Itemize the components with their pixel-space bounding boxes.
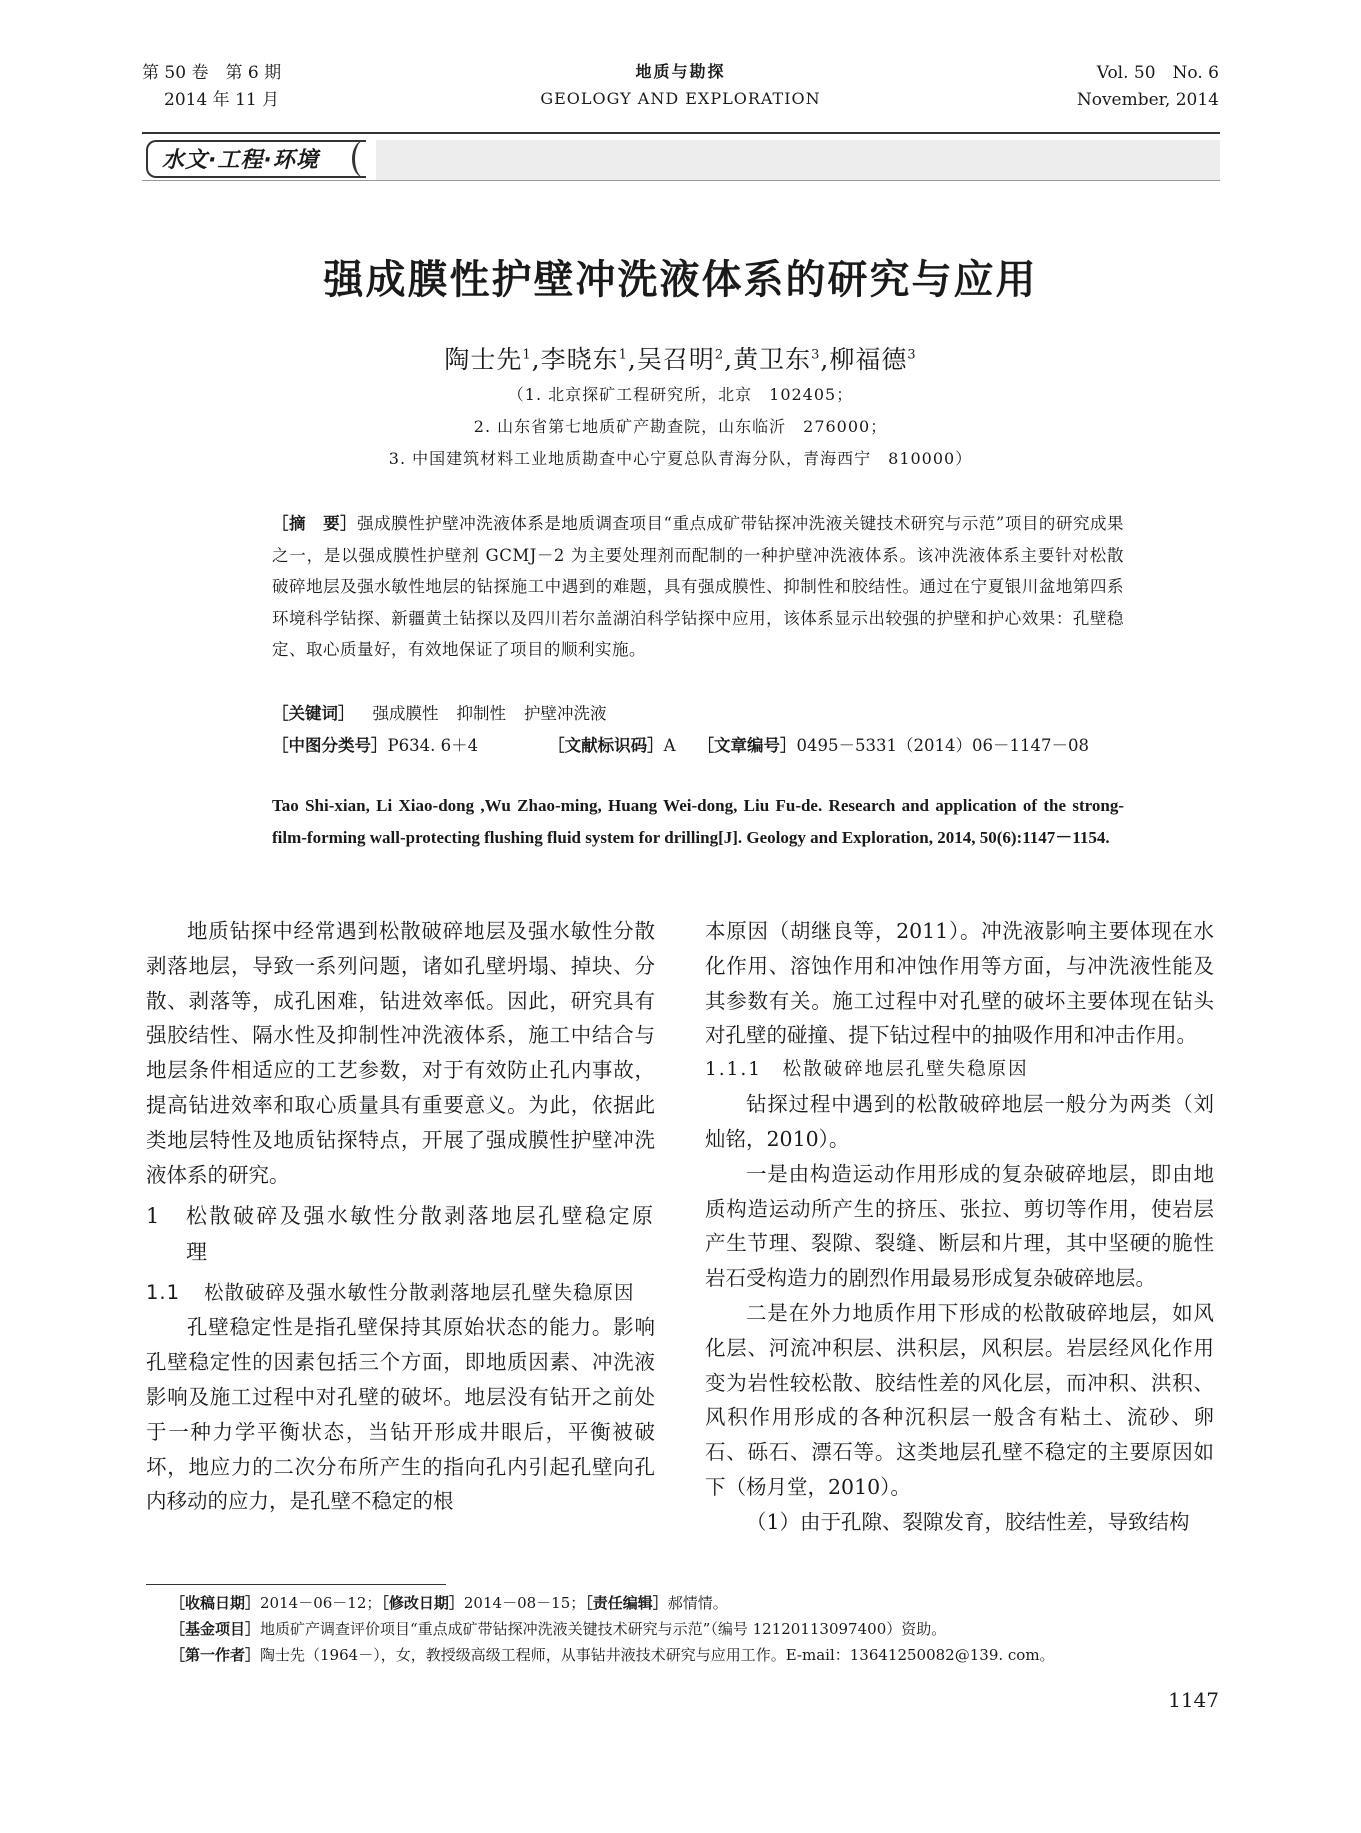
body-paragraph: （1）由于孔隙、裂隙发育，胶结性差，导致结构 bbox=[746, 1509, 1190, 1534]
english-citation: Tao Shi-xian, Li Xiao-dong ,Wu Zhao-ming, Huang Wei-dong, Liu Fu-de. Research and application of the strong-film-forming wall-protecting flushing fluid system for drilling[J]. Geology and Exploration, 2014, 50(6):1147－1154. bbox=[272, 796, 1124, 847]
classification bbox=[272, 730, 1132, 762]
author: 陶士先 bbox=[444, 345, 523, 374]
body-paragraph: 地质钻探中经常遇到松散破碎地层及强水敏性分散剥落地层，导致一系列问题，诸如孔壁坍塌、掉块、分散、剥落等，成孔困难，钻进效率低。因此，研究具有强胶结性、隔水性及抑制性冲洗液体系，施工中结合与地层条件相适应的工艺参数，对于有效防止孔内事故，提高钻进效率和取心质量具有重要意义。为此，依据此类地层特性及地质钻探特点，开展了强成膜性护壁冲洗液体系的研究。 bbox=[146, 919, 655, 1187]
body-paragraph: 孔壁稳定性是指孔壁保持其原始状态的能力。影响孔壁稳定性的因素包括三个方面，即地质因素、冲洗液影响及施工过程中对孔壁的破坏。地层没有钻开之前处于一种力学平衡状态，当钻开形成井眼后，平衡被破坏，地应力的二次分布所产生的指向孔内引起孔壁向孔内移动的应力，是孔壁不稳定的根 bbox=[146, 1315, 655, 1514]
abstract bbox=[272, 508, 1124, 666]
keyword: 抑制性 bbox=[456, 704, 506, 723]
footnote-dates bbox=[170, 1590, 1230, 1616]
body-paragraph: 二是在外力地质作用下形成的松散破碎地层，如风化层、河流冲积层、洪积层，风积层。岩层经风化作用变为岩性较松散、胶结性差的风化层，而冲积、洪积、风积作用形成的各种沉积层一般含有粘土、流砂、卵石、砾石、漂石等。这类地层孔壁不稳定的主要原因如下（杨月堂，2010）。 bbox=[705, 1300, 1214, 1499]
section-heading-1-1 bbox=[146, 1276, 655, 1310]
journal-title-en: GEOLOGY AND EXPLORATION bbox=[540, 89, 821, 108]
footnote-first-author bbox=[170, 1642, 1230, 1668]
author-affil-mark: 1 bbox=[522, 347, 532, 363]
keywords-label: ［关键词］ bbox=[272, 704, 355, 723]
affiliation: 2. 山东省第七地质矿产勘查院，山东临沂 276000； bbox=[473, 417, 888, 436]
article-id-value: 0495－5331（2014）06－1147－08 bbox=[796, 736, 1089, 755]
affiliation: （1. 北京探矿工程研究所，北京 102405； bbox=[507, 385, 854, 404]
section-tag-cap bbox=[352, 140, 377, 178]
clc-value: P634. 6＋4 bbox=[387, 736, 479, 755]
footnote-label: ［第一作者］ bbox=[170, 1646, 261, 1664]
author-affil-mark: 3 bbox=[811, 347, 821, 363]
author-affil-mark: 1 bbox=[618, 347, 628, 363]
keyword: 护壁冲洗液 bbox=[524, 704, 607, 723]
section-number: 1.1.1 bbox=[705, 1059, 763, 1081]
volume-issue: 第 50 卷 第 6 期 bbox=[142, 63, 282, 83]
section-title: 松散破碎及强水敏性分散剥落地层孔壁稳定原理 bbox=[186, 1204, 655, 1265]
article-id-label: ［文章编号］ bbox=[697, 736, 797, 755]
issue-date: 2014 年 11 月 bbox=[164, 90, 280, 110]
page-number: 1147 bbox=[1168, 1688, 1219, 1712]
keywords bbox=[272, 698, 1132, 730]
paper-title: 强成膜性护壁冲洗液体系的研究与应用 bbox=[323, 257, 1038, 303]
received-date: 2014－06－12； bbox=[260, 1594, 382, 1612]
section-band bbox=[376, 140, 1220, 180]
volume-issue-en: Vol. 50 No. 6 bbox=[1096, 63, 1219, 83]
section-number: 1.1 bbox=[146, 1281, 181, 1305]
revised-date: 2014－08－15； bbox=[463, 1594, 586, 1612]
footnote-label: ［基金项目］ bbox=[170, 1620, 261, 1638]
footnote-label: ［修改日期］ bbox=[381, 1594, 464, 1612]
issue-date-en: November, 2014 bbox=[1076, 90, 1219, 110]
footnote-label: ［责任编辑］ bbox=[585, 1594, 668, 1612]
section-title: 松散破碎及强水敏性分散剥落地层孔壁失稳原因 bbox=[204, 1281, 635, 1305]
abstract-label: ［摘 要］ bbox=[272, 514, 358, 533]
section-heading-1-1-1 bbox=[705, 1053, 1214, 1087]
body-paragraph: 一是由构造运动作用形成的复杂破碎地层，即由地质构造运动所产生的挤压、张拉、剪切等作用，使岩层产生节理、裂隙、裂缝、断层和片理，其中坚硬的脆性岩石受构造力的剧烈作用最易形成复杂破碎地层。 bbox=[705, 1161, 1214, 1291]
section-heading-1 bbox=[146, 1198, 655, 1270]
section-rule bbox=[142, 180, 1220, 181]
section-number: 1 bbox=[146, 1204, 162, 1229]
section-title: 松散破碎地层孔壁失稳原因 bbox=[782, 1059, 1029, 1081]
body-left-column bbox=[146, 914, 655, 1519]
footnote-label: ［收稿日期］ bbox=[170, 1594, 261, 1612]
clc-label: ［中图分类号］ bbox=[272, 736, 388, 755]
doc-code-label: ［文献标识码］ bbox=[548, 736, 664, 755]
keyword: 强成膜性 bbox=[372, 704, 439, 723]
affiliation: 3. 中国建筑材料工业地质勘查中心宁夏总队青海分队，青海西宁 810000） bbox=[388, 449, 973, 468]
first-author-text: 陶士先（1964－），女，教授级高级工程师，从事钻井液技术研究与应用工作。E-mail：13641250082@139. com。 bbox=[260, 1646, 1055, 1664]
author: 柳福德 bbox=[829, 345, 908, 374]
journal-volume-en bbox=[1077, 60, 1219, 114]
body-right-column bbox=[705, 914, 1214, 1540]
author: 吴召明 bbox=[636, 345, 715, 374]
abstract-text: 强成膜性护壁冲洗液体系是地质调查项目“重点成矿带钻探冲洗液关键技术研究与示范”项目的研究成果之一，是以强成膜性护壁剂 GCMJ－2 为主要处理剂而配制的一种护壁冲洗液体系。该冲洗液体系主要针对松散破碎地层及强水敏性地层的钻探施工中遇到的难题，具有强成膜性、抑制性和胶结性。通过在宁夏银川盆地第四系环境科学钻探、新疆黄土钻探以及四川若尔盖湖泊科学钻探中应用，该体系显示出较强的护壁和护心效果：孔壁稳定、取心质量好，有效地保证了项目的顺利实施。 bbox=[272, 514, 1125, 659]
body-paragraph: 本原因（胡继良等，2011）。冲洗液影响主要体现在水化作用、溶蚀作用和冲蚀作用等方面，与冲洗液性能及其参数有关。施工过程中对孔壁的破坏主要体现在钻头对孔壁的碰撞、提下钻过程中的抽吸作用和冲击作用。 bbox=[705, 919, 1214, 1048]
body-paragraph: 钻探过程中遇到的松散破碎地层一般分为两类（刘灿铭，2010）。 bbox=[705, 1092, 1214, 1151]
author-list: 陶士先$^1$,李晓东$^1$,吴召明$^2$,黄卫东$^3$,柳福德$^3$ bbox=[444, 345, 917, 374]
author: 黄卫东 bbox=[733, 345, 812, 374]
footnotes bbox=[170, 1590, 1230, 1668]
footnote-funding bbox=[170, 1616, 1230, 1642]
author-affil-mark: 3 bbox=[907, 347, 917, 363]
author: 李晓东 bbox=[540, 345, 619, 374]
doc-code-value: A bbox=[663, 736, 676, 755]
footnote-rule bbox=[146, 1584, 446, 1585]
author-affil-mark: 2 bbox=[714, 347, 725, 363]
header-rule bbox=[142, 132, 1220, 134]
section-tag: 水文·工程·环境 bbox=[146, 140, 366, 178]
funding-text: 地质矿产调查评价项目“重点成矿带钻探冲洗液关键技术研究与示范”（编号 12120113097400）资助。 bbox=[260, 1620, 947, 1638]
journal-title-cn: 地质与勘探 bbox=[635, 62, 726, 81]
editor: 郝情情。 bbox=[667, 1594, 728, 1612]
